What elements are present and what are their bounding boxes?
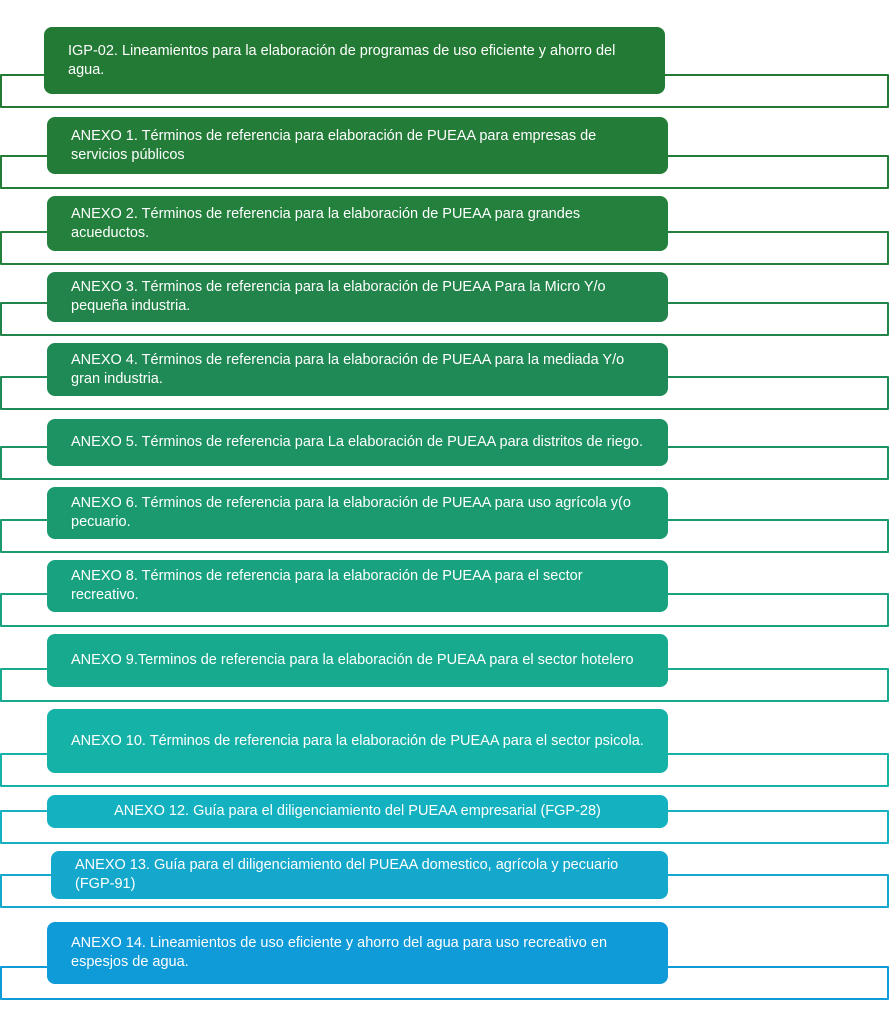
document-item-box (51, 851, 668, 899)
document-item-box (47, 272, 668, 322)
document-item-box (47, 196, 668, 251)
document-item-box (47, 117, 668, 174)
document-item-label: IGP-02. Lineamientos para la elaboración de programas de uso eficiente y ahorro del agua. (68, 42, 616, 78)
document-item-label: ANEXO 12. Guía para el diligenciamiento del PUEAA empresarial (FGP-28) (114, 803, 601, 819)
document-item-box (47, 487, 668, 539)
document-item-box (47, 634, 668, 687)
document-item-label: ANEXO 6. Términos de referencia para la elaboración de PUEAA para uso agrícola y(o pecuario. (71, 495, 631, 530)
document-item-label: ANEXO 1. Términos de referencia para elaboración de PUEAA para empresas de servicios públicos (71, 127, 597, 163)
document-item-label: ANEXO 9.Terminos de referencia para la elaboración de PUEAA para el sector hotelero (71, 652, 634, 668)
document-item-box (47, 560, 668, 612)
document-item-box (47, 922, 668, 984)
document-item-box (47, 343, 668, 396)
document-item-box (47, 709, 668, 773)
document-item-box (44, 27, 665, 94)
document-item-label: ANEXO 8. Términos de referencia para la elaboración de PUEAA para el sector recreativo. (71, 568, 583, 603)
document-item-label: ANEXO 10. Términos de referencia para la elaboración de PUEAA para el sector psicola. (71, 732, 644, 749)
document-item-box (47, 419, 668, 466)
document-item-label: ANEXO 2. Términos de referencia para la elaboración de PUEAA para grandes acueductos. (71, 205, 581, 241)
document-item-label: ANEXO 4. Términos de referencia para la elaboración de PUEAA para la mediada Y/o gran industria. (71, 351, 625, 387)
document-item-box (47, 795, 668, 828)
document-item-label: ANEXO 14. Lineamientos de uso eficiente y ahorro del agua para uso recreativo en espesjos de agua. (71, 935, 608, 970)
document-item-label: ANEXO 5. Términos de referencia para La elaboración de PUEAA para distritos de riego. (71, 434, 643, 450)
document-item-label: ANEXO 13. Guía para el diligenciamiento del PUEAA domestico, agrícola y pecuario (FGP-91) (75, 857, 619, 892)
document-item-label: ANEXO 3. Términos de referencia para la elaboración de PUEAA Para la Micro Y/o pequeña industria. (71, 279, 606, 314)
